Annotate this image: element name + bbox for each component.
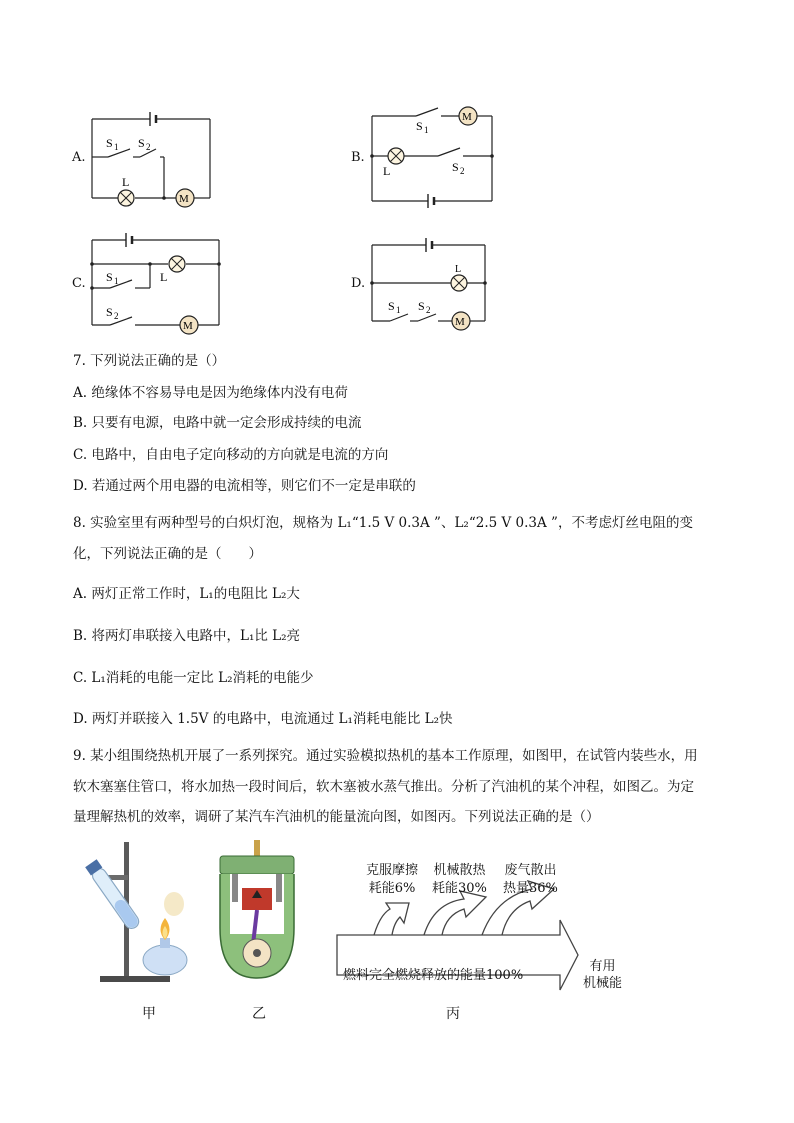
circuit-d-label: D. (351, 276, 366, 291)
q8-stem-line2: 化，下列说法正确的是（ ） (73, 546, 262, 562)
circuit-d-diagram (366, 233, 496, 333)
q7-stem: 7. 下列说法正确的是（） (73, 353, 226, 369)
q7-option-b: B. 只要有电源，电路中就一定会形成持续的电流 (73, 415, 362, 431)
svg-text:L: L (455, 264, 462, 275)
svg-text:M: M (179, 193, 189, 205)
energy-loss-heat-l2: 耗能30% (432, 881, 487, 896)
figure-yi-engine-cylinder (212, 838, 302, 990)
q7-option-a: A. 绝缘体不容易导电是因为绝缘体内没有电荷 (73, 385, 348, 401)
svg-text:S: S (388, 299, 395, 313)
circuit-b-label: B. (351, 150, 365, 165)
circuit-b-diagram (366, 103, 501, 215)
svg-text:1: 1 (114, 142, 119, 152)
svg-text:1: 1 (396, 305, 401, 315)
svg-text:1: 1 (114, 276, 119, 286)
energy-loss-heat-l1: 机械散热 (433, 863, 486, 878)
svg-text:1: 1 (424, 125, 429, 135)
svg-text:L: L (122, 175, 130, 189)
circuit-a-diagram (88, 105, 218, 215)
q9-line3: 量理解热机的效率，调研了某汽车汽油机的能量流向图，如图丙。下列说法正确的是（） (73, 809, 600, 825)
energy-loss-exhaust-l1: 废气散出 (504, 863, 557, 878)
useful-energy-l1: 有用 (589, 959, 616, 974)
svg-text:2: 2 (460, 166, 465, 176)
q9-line1: 9. 某小组围绕热机开展了一系列探究。通过实验模拟热机的基本工作原理，如图甲，在试管内装些水，用 (73, 748, 698, 764)
figure-bing-caption: 丙 (446, 1006, 460, 1022)
q8-option-b: B. 将两灯串联接入电路中，L₁比 L₂亮 (73, 628, 301, 644)
svg-text:S: S (418, 299, 425, 313)
svg-text:S: S (106, 136, 113, 150)
q7-option-c: C. 电路中，自由电子定向移动的方向就是电流的方向 (73, 447, 389, 463)
circuit-c-diagram (88, 228, 228, 338)
svg-text:2: 2 (114, 311, 119, 321)
figure-yi-caption: 乙 (252, 1006, 266, 1022)
svg-text:S: S (416, 119, 423, 133)
svg-text:S: S (106, 305, 113, 319)
figure-jia-test-tube-apparatus (70, 838, 200, 990)
svg-text:S: S (452, 160, 459, 174)
svg-text:2: 2 (146, 142, 151, 152)
circuit-c-label: C. (72, 276, 86, 291)
figure-jia-caption: 甲 (142, 1006, 156, 1022)
svg-text:L: L (160, 270, 168, 284)
svg-text:L: L (383, 164, 391, 178)
circuit-a-label: A. (72, 150, 86, 165)
useful-energy-l2: 机械能 (583, 976, 623, 991)
svg-text:M: M (455, 316, 465, 328)
q8-option-a: A. 两灯正常工作时，L₁的电阻比 L₂大 (73, 586, 300, 602)
energy-loss-exhaust-l2: 热量36% (503, 881, 558, 896)
q8-option-c: C. L₁消耗的电能一定比 L₂消耗的电能少 (73, 670, 314, 686)
svg-text:M: M (462, 111, 472, 123)
q9-line2: 软木塞塞住管口，将水加热一段时间后，软木塞被水蒸气推出。分析了汽油机的某个冲程，如图乙。为定 (73, 779, 694, 795)
q8-stem-line1: 8. 实验室里有两种型号的白炽灯泡，规格为 L₁“1.5 V 0.3A ”、L₂“2.5 V 0.3A ”，不考虑灯丝电阻的变 (73, 515, 693, 531)
svg-text:S: S (106, 270, 113, 284)
q7-option-d: D. 若通过两个用电器的电流相等，则它们不一定是串联的 (73, 478, 416, 494)
q8-option-d: D. 两灯并联接入 1.5V 的电路中，电流通过 L₁消耗电能比 L₂快 (73, 711, 453, 727)
energy-loss-friction-l2: 耗能6% (368, 881, 416, 896)
svg-text:M: M (183, 320, 193, 332)
energy-loss-friction-l1: 克服摩擦 (366, 863, 419, 878)
svg-text:2: 2 (426, 305, 431, 315)
energy-input-label: 燃料完全燃烧释放的能量100% (343, 968, 524, 983)
svg-text:S: S (138, 136, 145, 150)
